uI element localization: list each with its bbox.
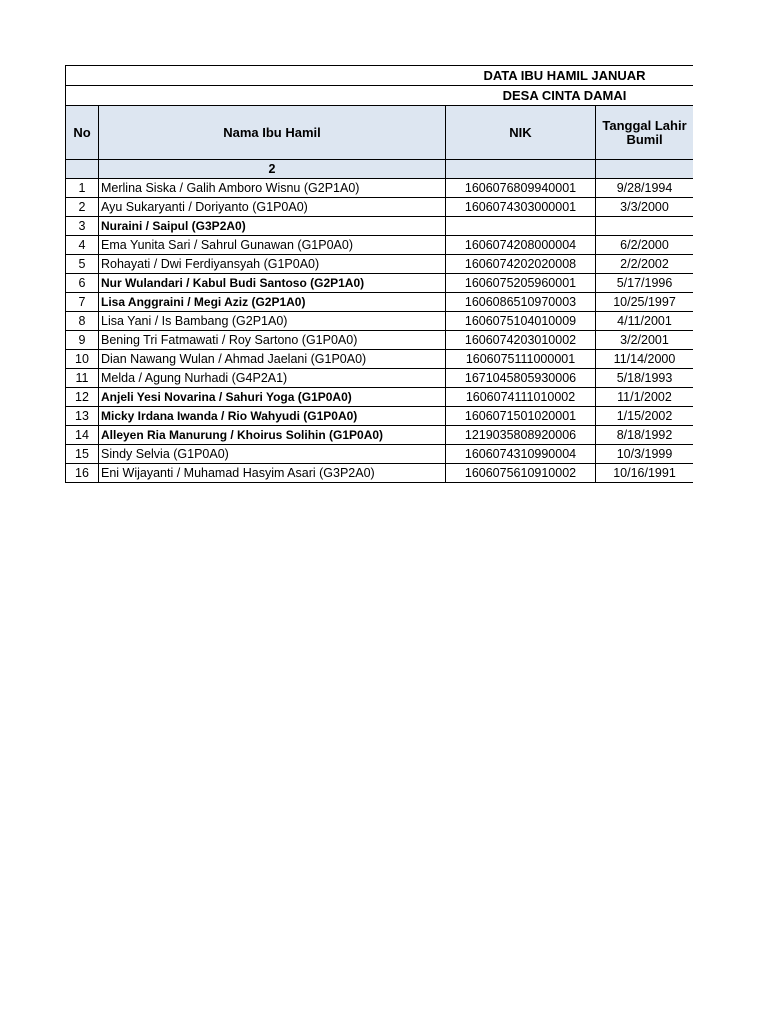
cell-nik[interactable]: 1606075111000001 [446,350,596,369]
cell-nik[interactable]: 1606074111010002 [446,388,596,407]
cell-no[interactable]: 8 [66,312,99,331]
cell-nik[interactable]: 1219035808920006 [446,426,596,445]
cell-nama[interactable]: Micky Irdana Iwanda / Rio Wahyudi (G1P0A0) [99,407,446,426]
cell-no[interactable]: 16 [66,464,99,483]
cell-tanggal[interactable]: 9/28/1994 [596,179,694,198]
header-tanggal[interactable] [596,106,694,160]
colnum-nama[interactable]: 2 [99,160,446,179]
table-row [66,407,694,426]
report-title[interactable]: DATA IBU HAMIL JANUAR [66,66,694,86]
cell-nik[interactable]: 1606074202020008 [446,255,596,274]
cell-tanggal[interactable]: 11/1/2002 [596,388,694,407]
table-row [66,464,694,483]
cell-no[interactable]: 15 [66,445,99,464]
cell-nik[interactable]: 1606086510970003 [446,293,596,312]
cell-nama[interactable]: Eni Wijayanti / Muhamad Hasyim Asari (G3P2A0) [99,464,446,483]
table-row [66,312,694,331]
cell-nik[interactable]: 1606071501020001 [446,407,596,426]
cell-nik[interactable]: 1606076809940001 [446,179,596,198]
village-title[interactable]: DESA CINTA DAMAI [66,86,694,106]
colnum-no[interactable] [66,160,99,179]
header-nik[interactable]: NIK [446,106,596,160]
cell-nik[interactable]: 1606075610910002 [446,464,596,483]
cell-nama[interactable]: Lisa Yani / Is Bambang (G2P1A0) [99,312,446,331]
table-row [66,293,694,312]
colnum-tanggal[interactable] [596,160,694,179]
cell-nama[interactable]: Anjeli Yesi Novarina / Sahuri Yoga (G1P0A0) [99,388,446,407]
table-row [66,388,694,407]
cell-nik[interactable] [446,217,596,236]
cell-nik[interactable]: 1606075104010009 [446,312,596,331]
cell-tanggal[interactable]: 3/2/2001 [596,331,694,350]
cell-no[interactable]: 9 [66,331,99,350]
cell-no[interactable]: 2 [66,198,99,217]
table-row [66,445,694,464]
header-row [66,106,694,160]
cell-tanggal[interactable]: 1/15/2002 [596,407,694,426]
cell-no[interactable]: 10 [66,350,99,369]
cell-nik[interactable]: 1606074208000004 [446,236,596,255]
cell-no[interactable]: 1 [66,179,99,198]
cell-no[interactable]: 7 [66,293,99,312]
cell-tanggal[interactable]: 2/2/2002 [596,255,694,274]
pregnant-mothers-table [65,65,693,483]
title-row-1 [66,66,694,86]
table-row [66,331,694,350]
cell-tanggal[interactable]: 11/14/2000 [596,350,694,369]
cell-nama[interactable]: Alleyen Ria Manurung / Khoirus Solihin (G1P0A0) [99,426,446,445]
cell-no[interactable]: 11 [66,369,99,388]
cell-nama[interactable]: Bening Tri Fatmawati / Roy Sartono (G1P0A0) [99,331,446,350]
cell-nama[interactable]: Ema Yunita Sari / Sahrul Gunawan (G1P0A0) [99,236,446,255]
table-row [66,179,694,198]
cell-nama[interactable]: Ayu Sukaryanti / Doriyanto (G1P0A0) [99,198,446,217]
cell-nama[interactable]: Lisa Anggraini / Megi Aziz (G2P1A0) [99,293,446,312]
cell-nama[interactable]: Sindy Selvia (G1P0A0) [99,445,446,464]
title-row-2 [66,86,694,106]
header-tanggal-line2: Bumil [626,131,663,147]
cell-nama[interactable]: Rohayati / Dwi Ferdiyansyah (G1P0A0) [99,255,446,274]
cell-tanggal[interactable]: 5/18/1993 [596,369,694,388]
cell-tanggal[interactable]: 4/11/2001 [596,312,694,331]
spreadsheet-view [65,65,693,483]
cell-nama[interactable]: Nuraini / Saipul (G3P2A0) [99,217,446,236]
cell-nama[interactable]: Dian Nawang Wulan / Ahmad Jaelani (G1P0A0) [99,350,446,369]
cell-nama[interactable]: Melda / Agung Nurhadi (G4P2A1) [99,369,446,388]
cell-tanggal[interactable] [596,217,694,236]
cell-nik[interactable]: 1606074303000001 [446,198,596,217]
table-row [66,255,694,274]
header-tanggal-line1: Tanggal Lahir [602,117,687,133]
cell-tanggal[interactable]: 5/17/1996 [596,274,694,293]
cell-tanggal[interactable]: 10/16/1991 [596,464,694,483]
cell-no[interactable]: 13 [66,407,99,426]
cell-no[interactable]: 5 [66,255,99,274]
table-row [66,426,694,445]
cell-nik[interactable]: 1606074203010002 [446,331,596,350]
table-row [66,369,694,388]
table-row [66,350,694,369]
cell-nama[interactable]: Merlina Siska / Galih Amboro Wisnu (G2P1A0) [99,179,446,198]
table-row [66,217,694,236]
table-row [66,274,694,293]
header-no[interactable]: No [66,106,99,160]
cell-no[interactable]: 4 [66,236,99,255]
cell-tanggal[interactable]: 6/2/2000 [596,236,694,255]
cell-nik[interactable]: 1606074310990004 [446,445,596,464]
cell-no[interactable]: 14 [66,426,99,445]
cell-nama[interactable]: Nur Wulandari / Kabul Budi Santoso (G2P1A0) [99,274,446,293]
column-number-row [66,160,694,179]
cell-no[interactable]: 6 [66,274,99,293]
header-nama[interactable]: Nama Ibu Hamil [99,106,446,160]
cell-nik[interactable]: 1606075205960001 [446,274,596,293]
cell-tanggal[interactable]: 10/3/1999 [596,445,694,464]
colnum-nik[interactable] [446,160,596,179]
cell-nik[interactable]: 1671045805930006 [446,369,596,388]
cell-tanggal[interactable]: 8/18/1992 [596,426,694,445]
cell-tanggal[interactable]: 3/3/2000 [596,198,694,217]
cell-tanggal[interactable]: 10/25/1997 [596,293,694,312]
cell-no[interactable]: 3 [66,217,99,236]
table-row [66,236,694,255]
cell-no[interactable]: 12 [66,388,99,407]
table-row [66,198,694,217]
